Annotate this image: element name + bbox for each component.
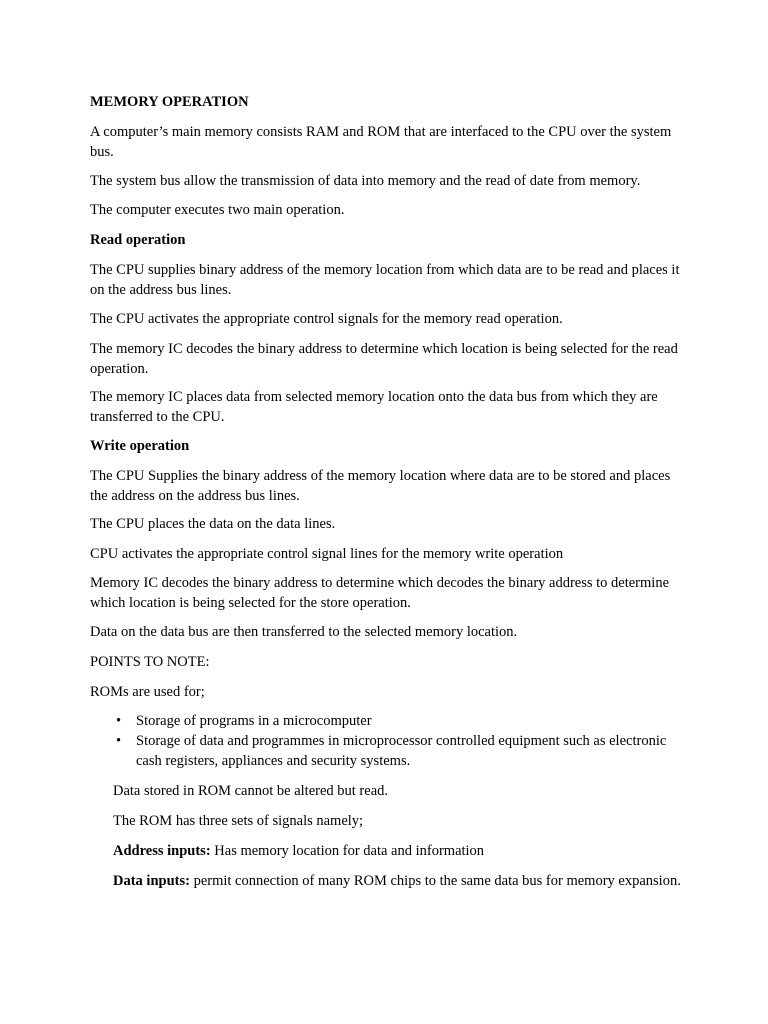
- rom-note-2: The ROM has three sets of signals namely;: [113, 813, 364, 829]
- signal-description: permit connection of many ROM chips to the same data bus for memory expansion.: [189, 873, 681, 889]
- signal-data-inputs: [113, 871, 693, 891]
- write-operation-heading: Write operation: [90, 438, 190, 454]
- write-paragraph-4: Memory IC decodes the binary address to determine which decodes the binary address to determine which location is being selected for the store operation.: [90, 575, 670, 611]
- write-paragraph-5: Data on the data bus are then transferred to the selected memory location.: [90, 624, 518, 640]
- list-item: [90, 711, 690, 731]
- list-item: [90, 731, 690, 771]
- intro-paragraph-2: The system bus allow the transmission of data into memory and the read of date from memory.: [90, 173, 641, 189]
- list-item-text: Storage of data and programmes in microprocessor controlled equipment such as electronic cash registers, appliances and security systems.: [136, 733, 667, 769]
- write-paragraph-1: The CPU Supplies the binary address of the memory location where data are to be stored and places the address on the address bus lines.: [90, 468, 671, 504]
- intro-paragraph-3: The computer executes two main operation.: [90, 202, 345, 218]
- read-paragraph-4: The memory IC places data from selected memory location onto the data bus from which they are transferred to the CPU.: [90, 389, 658, 425]
- intro-paragraph-1: A computer’s main memory consists RAM and ROM that are interfaced to the CPU over the system bus.: [90, 124, 672, 160]
- rom-uses-list: [90, 711, 690, 771]
- signal-label: Data inputs:: [113, 873, 190, 889]
- read-paragraph-2: The CPU activates the appropriate control signals for the memory read operation.: [90, 311, 563, 327]
- bullet-icon: •: [116, 733, 122, 749]
- bullet-icon: •: [116, 713, 122, 729]
- points-to-note-heading: POINTS TO NOTE:: [90, 654, 210, 670]
- rom-note-1: Data stored in ROM cannot be altered but read.: [113, 783, 389, 799]
- signal-label: Address inputs:: [113, 843, 211, 859]
- signal-address-inputs: [113, 841, 693, 861]
- signal-description: Has memory location for data and information: [210, 843, 485, 859]
- read-paragraph-1: The CPU supplies binary address of the memory location from which data are to be read and places it on the address bus lines.: [90, 262, 680, 298]
- read-operation-heading: Read operation: [90, 232, 186, 248]
- write-paragraph-3: CPU activates the appropriate control signal lines for the memory write operation: [90, 546, 564, 562]
- roms-used-for-intro: ROMs are used for;: [90, 684, 205, 700]
- document-title: MEMORY OPERATION: [90, 94, 249, 110]
- write-paragraph-2: The CPU places the data on the data lines.: [90, 516, 336, 532]
- list-item-text: Storage of programs in a microcomputer: [136, 713, 372, 729]
- read-paragraph-3: The memory IC decodes the binary address to determine which location is being selected for the read operation.: [90, 341, 678, 377]
